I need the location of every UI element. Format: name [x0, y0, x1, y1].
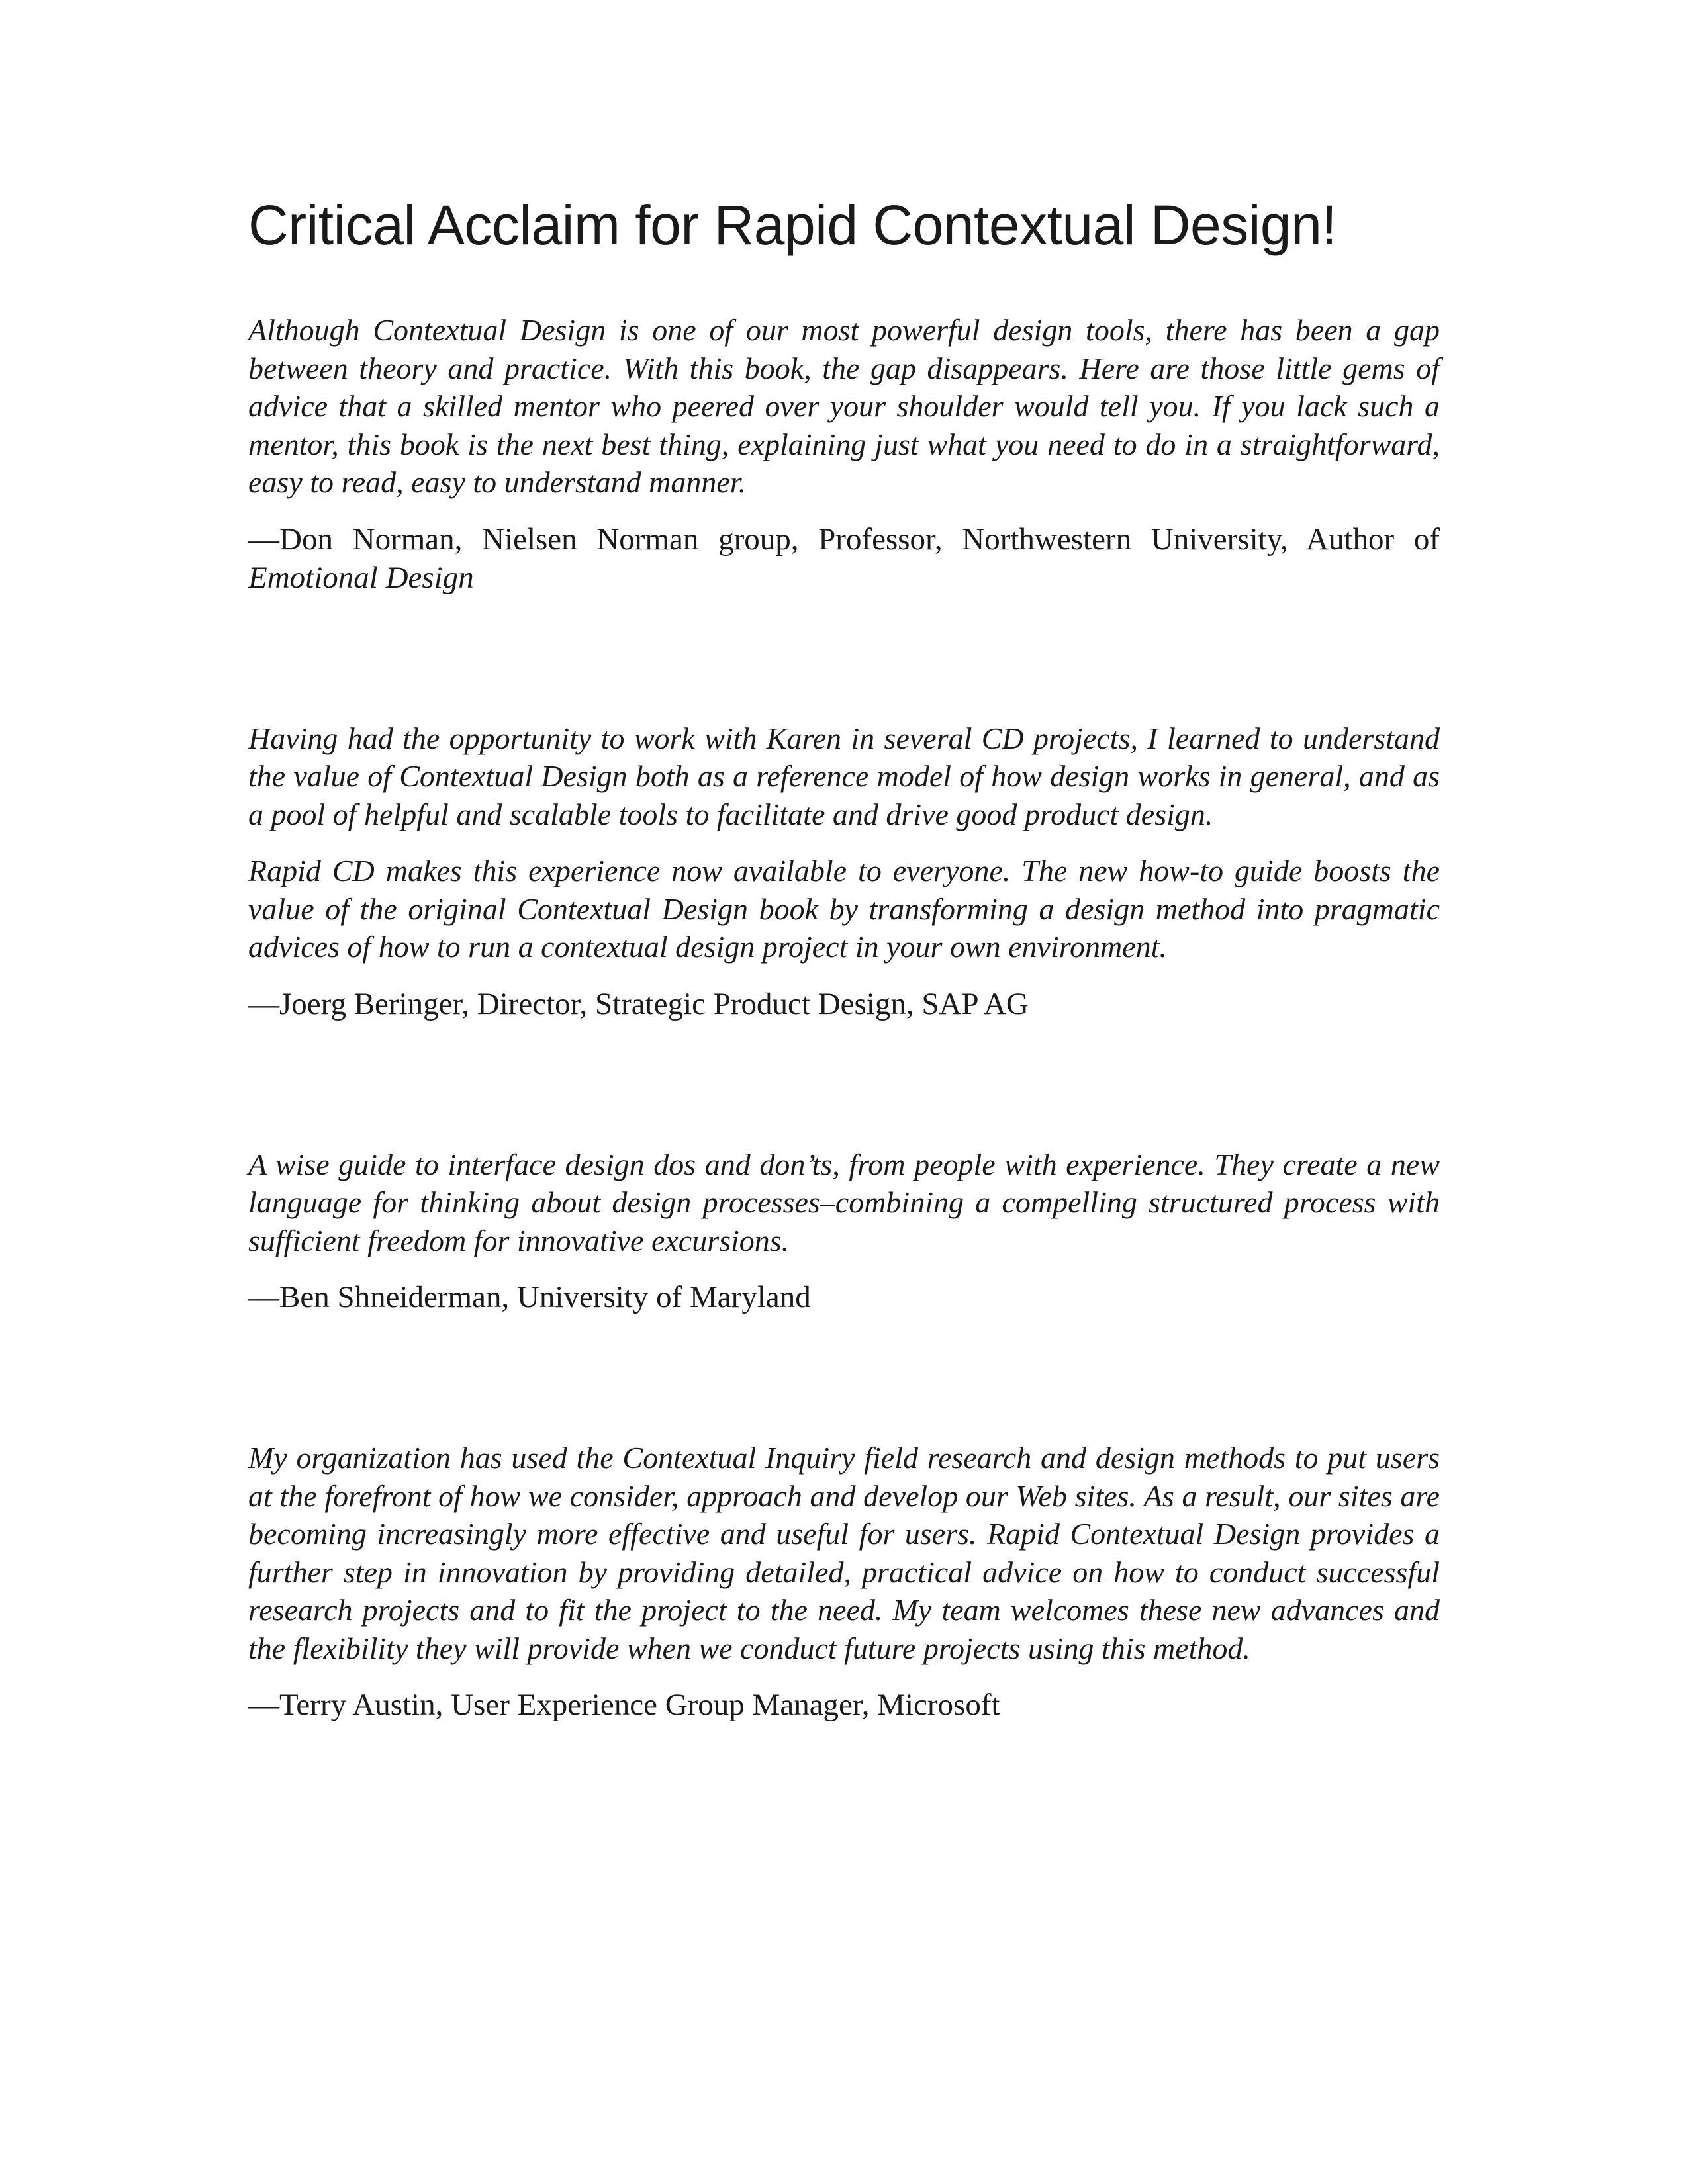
- quote-attribution: —Ben Shneiderman, University of Maryland: [248, 1280, 811, 1314]
- page-title: Critical Acclaim for Rapid Contextual Design!: [248, 194, 1337, 256]
- attribution-book-title: Emotional Design: [248, 560, 474, 595]
- quote-attribution: —Joerg Beringer, Director, Strategic Product Design, SAP AG: [248, 986, 1029, 1021]
- quote-paragraph: Rapid CD makes this experience now available to everyone. The new how-to guide boosts the value of the original Contextual Design book by transforming a design method into pragmatic advices of how to run a contextual design project in your own environment.: [248, 854, 1440, 964]
- quote-paragraph: A wise guide to interface design dos and don’ts, from people with experience. They create a new language for thinking about design processes–combining a compelling structured process with sufficient freedom for innovative excursions.: [248, 1147, 1440, 1257]
- quote-attribution: [248, 520, 1440, 597]
- quote-block-norman: [248, 311, 1440, 597]
- quote-paragraph: My organization has used the Contextual Inquiry field research and design methods to put users at the forefront of how we consider, approach and develop our Web sites. As a result, our sites are becoming increasingly more effective and useful for users. Rapid Contextual Design provides a further step in innovation by providing detailed, practical advice on how to conduct successful research projects and to fit the project to the need. My team welcomes these new advances and the flexibility they will provide when we conduct future projects using this method.: [248, 1441, 1440, 1665]
- attribution-text: —Don Norman, Nielsen Norman group, Professor, Northwestern University, Author of: [248, 522, 1440, 557]
- quote-block-shneiderman: [248, 1146, 1440, 1317]
- quote-paragraph: Although Contextual Design is one of our most powerful design tools, there has been a gap between theory and practice. With this book, the gap disappears. Here are those little gems of advice that a skilled mentor who peered over your shoulder would tell you. If you lack such a mentor, this book is the next best thing, explaining just what you need to do in a straightforward, easy to read, easy to understand manner.: [248, 313, 1440, 499]
- quote-block-austin: [248, 1439, 1440, 1724]
- quote-paragraph: Having had the opportunity to work with Karen in several CD projects, I learned to understand the value of Contextual Design both as a reference model of how design works in general, and as a pool of helpful and scalable tools to facilitate and drive good product design.: [248, 721, 1440, 831]
- quote-attribution: —Terry Austin, User Experience Group Manager, Microsoft: [248, 1688, 1000, 1722]
- document-page: [248, 192, 1440, 1724]
- quote-block-beringer: [248, 719, 1440, 1023]
